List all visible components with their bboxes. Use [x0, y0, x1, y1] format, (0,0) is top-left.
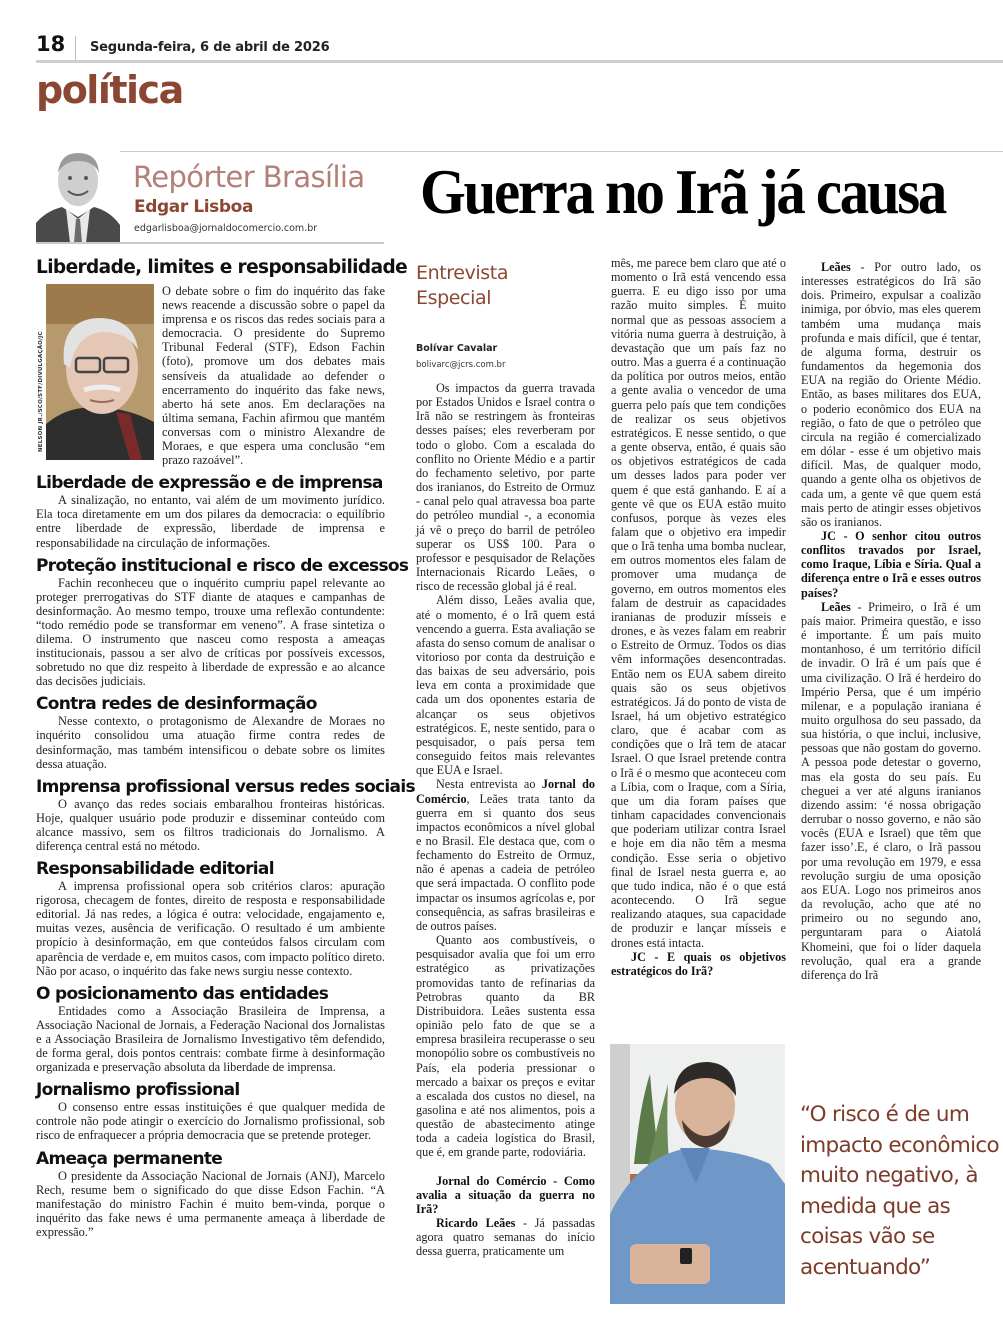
column-paragraph: Entidades como a Associação Brasileira de Imprensa, a Associação Nacional de Jornais, a Federação Nacional dos Jornalistas e a Associação Brasileira de Jornalismo Investigativo têm defendido, de forma geral, dois pontos centrais: combate firme à desinformação organizada e preservação absoluta da liberdade de imprensa. — [36, 1003, 385, 1075]
section-title: política — [36, 68, 183, 112]
column-intro: O debate sobre o fim do inquérito das fake news reacende a discussão sobre o papel da imprensa e os riscos das redes sociais para a democracia. O presidente do Supremo Tribunal Federal (STF), Edson Fachin (foto), promove um dos debates mais sensíveis da atualidade ao defender o encerramento do inquérito das fake news, aberto há sete anos. Em declarações na última semana, Fachin afirmou que mantém conversas com o ministro Alexandre de Moraes, e que espera uma conclusão “em prazo razoável”. — [162, 284, 385, 468]
interview-answer: mês, me parece bem claro que até o momento o Irã está vencendo essa guerra. E eu digo isso por uma razão muito simples. É muito normal que as pessoas associem a vitória numa guerra à destruição, à devastação que um país faz no outro. Mas a guerra é a continuação da política por outros meios, então a gente avalia o vencedor de uma guerra pelo país que tem condições de realizar os seus objetivos estratégicos. E nesse sentido, o que a gente observa, então, é quais são os objetivos estratégicos de cada um desses lados para poder ver quem é que está ganhando. E aí a gente vê que os EUA estão muito confusos, porque às vezes eles falam que o objetivo era impedir que o Irã tenha uma bomba nuclear, em outros momentos eles falam de promover uma mudança de governo, em outros momentos eles falam de destruir as capacidades iranianas de produzir mísseis e drones, e às vezes falam em reabrir o Estreito de Ormuz. Todos os dias vêm informações desencontradas. Então nem os EUA sabem direito quais são os seus objetivos estratégicos. Já do ponto de vista de Israel, há um objetivo estratégico claro, que é acabar com as condições que o Irã tem de atacar Israel. O que Israel pretende contra o Irã é o mesmo que aconteceu com a Líbia, com o Iraque, com a Síria, que um dia foram países que tinham capacidades convencionais que poderiam utilizar contra Israel e hoje em dia não têm a mesma condição. Esse seria o objetivo final de Israel nesta guerra e, ao que tudo indica, não é o que está acontecendo. O Irã segue realizando ataques, sua capacidade de produzir e lançar mísseis e drones está intacta. — [611, 256, 786, 950]
photo-credit: NELSON JR./SCO/STF/DIVULGAÇÃO/JC — [38, 331, 44, 452]
column-paragraph: O avanço das redes sociais embaralhou fronteiras históricas. Hoje, qualquer usuário pode produzir e disseminar conteúdo com alcance massivo, sem os filtros tradicionais do Jornalismo. A diferença central está no método. — [36, 796, 385, 853]
interview-column-1 — [416, 381, 595, 1259]
column-title: Repórter Brasília — [133, 160, 365, 194]
interview-answer: Leães - Primeiro, o Irã é um país maior. Primeira questão, e isso é importante. É um país muito montanhoso, é um território difícil de invadir. O Irã é um país que é uma civilização. O Irã é herdeiro do Império Persa, que é um império milenar, e a população iraniana é muito orgulhosa do seu passado, da sua história, o que inclui, inclusive, pessoas que não gostam do governo. A pessoa pode detestar o governo, mas ela gosta do seu país. Eu cheguei a ver até alguns iranianos dizendo assim: ‘é nossa obrigação derrubar o nosso governo, e não são vocês (EUA e Israel) que têm que fazer isso’.E, é claro, o Irã passou por uma revolução em 1979, e essa revolução surgiu de uma oposição aos EUA. Logo nos primeiros anos da revolução, acho que até no primeiro ou no segundo ano, perguntaram para o Aiatolá Khomeini, que foi o líder daquela revolução, qual era a grande diferença do Irã — [801, 599, 981, 982]
interview-byline: Bolívar Cavalar — [416, 343, 498, 354]
interviewee-photo — [610, 1044, 785, 1304]
column-paragraph: O presidente da Associação Nacional de Jornais (ANJ), Marcelo Rech, resume bem o significado do que disse Edson Fachin. “A manifestação do ministro Fachin é muito bem-vinda, porque o inquérito das fake news é uma permanente ameaça à liberdade de expressão.” — [36, 1168, 385, 1239]
column-paragraph: Fachin reconheceu que o inquérito cumpriu papel relevante ao proteger prerrogativas do STF diante de ataques e campanhas de desinformação. Ao mesmo tempo, trouxe uma reflexão contundente: “todo remédio pode se transformar em veneno”. A frase sintetiza o dilema. O instrumento que nasceu como resposta a ameaças institucionais, passou a ser alvo de críticas por possíveis excessos, sobretudo no que diz respeito à liberdade de expressão e ao alcance das decisões judiciais. — [36, 575, 385, 689]
paragraph: Os impactos da guerra travada por Estados Unidos e Israel contra o Irã não se restringem às fronteiras desses países; eles reverberam por todo o globo. Com a escalada do conflito no Oriente Médio e a partir do fechamento seletivo, por parte dos iranianos, do Estreito de Ormuz - canal pelo qual atravessa boa parte do petróleo mundial -, a economia já vê o preço do barril de petróleo superar os US$ 100. Para o professor e pesquisador de Relações Internacionais Ricardo Leães, o risco de recessão global já é real. — [416, 381, 595, 594]
interview-column-2 — [611, 256, 786, 978]
page-date: Segunda-feira, 6 de abril de 2026 — [90, 40, 330, 55]
column-subheading: Ameaça permanente — [36, 1148, 223, 1169]
column-subheading: Proteção institucional e risco de excessos — [36, 555, 409, 576]
column-paragraph: O consenso entre essas instituições é que qualquer medida de controle não pode atingir o exercício do Jornalismo profissional, sob risco de enfraquecer a própria democracia que se pretende proteger. — [36, 1100, 385, 1143]
column-author: Edgar Lisboa — [134, 197, 254, 217]
column-author-email[interactable]: edgarlisboa@jornaldocomercio.com.br — [134, 223, 318, 234]
paragraph: Quanto aos combustíveis, o pesquisador avalia que foi um erro estratégico as privatizações promovidas tanto de refinarias da Petrobras quanto da BR Distribuidora. Leães sustenta essa opinião pelo fato de que se a empresa brasileira recuperasse o seu monopólio sobre os combustíveis no País, ela poderia pressionar o mercado a baixar os preços e evitar a escalada dos custos no diesel, na gasolina e até nos alimentos, pois a questão de abastecimento atinge toda a cadeia logística do Brasil, que é, em grande parte, rodoviária. — [416, 933, 595, 1160]
column-paragraph: A sinalização, no entanto, vai além de um movimento jurídico. Ela toca diretamente em um dos pilares da democracia: o equilíbrio entre liberdade de expressão, liberdade de imprensa e responsabilidade na circulação de informações. — [36, 493, 385, 550]
page-number: 18 — [36, 32, 66, 56]
interview-question: JC - E quais os objetivos estratégicos do Irã? — [611, 949, 786, 978]
interview-answer: Leães - Por outro lado, os interesses estratégicos do Irã são dois. Primeiro, expulsar a coalizão inimiga, por óbvio, mas eles querem também uma mudança mais profunda e mais difícil, que é tentar, de alguma forma, destruir os fundamentos da hegemonia dos EUA na região do Oriente Médio. Então, as bases militares dos EUA, o poderio econômico dos EUA na região, o fato de que o petróleo que circula na região é comercializado em dólar - esse é um objetivo mais difícil. Mas, de qualquer modo, quando a gente olha os objetivos de cada um, a gente vê que quem está mais perto de atingir esses objetivos são os iranianos. — [801, 260, 981, 529]
column-main-heading: Liberdade, limites e responsabilidade — [36, 257, 408, 278]
interview-kicker: Entrevista Especial — [416, 262, 509, 309]
column-subheading: Imprensa profissional versus redes sociais — [36, 776, 415, 797]
column-subheading: O posicionamento das entidades — [36, 983, 329, 1004]
fachin-photo — [36, 284, 156, 460]
column-paragraph: A imprensa profissional opera sob critérios claros: apuração rigorosa, checagem de fontes, direito de resposta e responsabilidade editorial. Já nas redes, a lógica é outra: velocidade, engajamento e, muitas vezes, ausência de verificação. O resultado é um ambiente propício à desinformação, em que conteúdos falsos circulam com aparência de verdade e, em muitos casos, com impacto político direto. Não por acaso, o inquérito das fake news surgiu nesse contexto. — [36, 879, 385, 978]
column-subheading: Responsabilidade editorial — [36, 859, 274, 880]
interview-question: Jornal do Comércio - Como avalia a situação da guerra no Irã? — [416, 1173, 595, 1216]
interview-byline-email[interactable]: bolivarc@jcrs.com.br — [416, 360, 506, 370]
interview-answer: Ricardo Leães - Já passadas agora quatro semanas do início dessa guerra, praticamente um — [416, 1216, 595, 1259]
section-rule — [36, 151, 1003, 152]
column-article — [36, 256, 415, 1239]
header-rule — [36, 60, 1003, 63]
interview-headline: Guerra no Irã já causa — [420, 156, 946, 227]
author-photo — [36, 145, 120, 243]
paragraph: Nesta entrevista ao Jornal do Comércio, Leães trata tanto da guerra em si quanto dos seus impactos econômicos a nível global e no Brasil. Ele destaca que, com o fechamento do Estreito de Ormuz, não é apenas a cadeia de petróleo que será impactada. O conflito pode impactar os insumos agrícolas e, por consequência, as safras brasileiras e de outros países. — [416, 777, 595, 933]
interview-question: JC - O senhor citou outros conflitos travados por Israel, como Iraque, Líbia e Síria. Qual a diferença entre o Irã e esses outros países? — [801, 528, 981, 600]
header-divider — [75, 36, 76, 60]
interview-column-3 — [801, 260, 981, 982]
column-subheading: Jornalismo profissional — [36, 1080, 240, 1101]
column-paragraph: Nesse contexto, o protagonismo de Alexandre de Moraes no inquérito consolidou uma atuação firme contra redes de desinformação, mas também intensificou o debate sobre os limites dessa atuação. — [36, 714, 385, 771]
column-subheading: Contra redes de desinformação — [36, 694, 317, 715]
column-subheading: Liberdade de expressão e de imprensa — [36, 473, 383, 494]
column-header-rule — [36, 242, 384, 244]
pull-quote: “O risco é de um impacto econômico muito negativo, à medida que as coisas vão se acentuando” — [800, 1102, 999, 1280]
paragraph: Além disso, Leães avalia que, até o momento, é o Irã quem está vencendo a guerra. Esta avaliação se afasta do senso comum de analisar o vitorioso por conta da destruição e das baixas de seu adversário, pois leva em conta a proximidade que cada um dos oponentes estaria de alcançar os seus objetivos estratégicos. E, neste sentido, para o pesquisador, o país persa tem conseguido feitos mais relevantes que EUA e Israel. — [416, 593, 595, 778]
